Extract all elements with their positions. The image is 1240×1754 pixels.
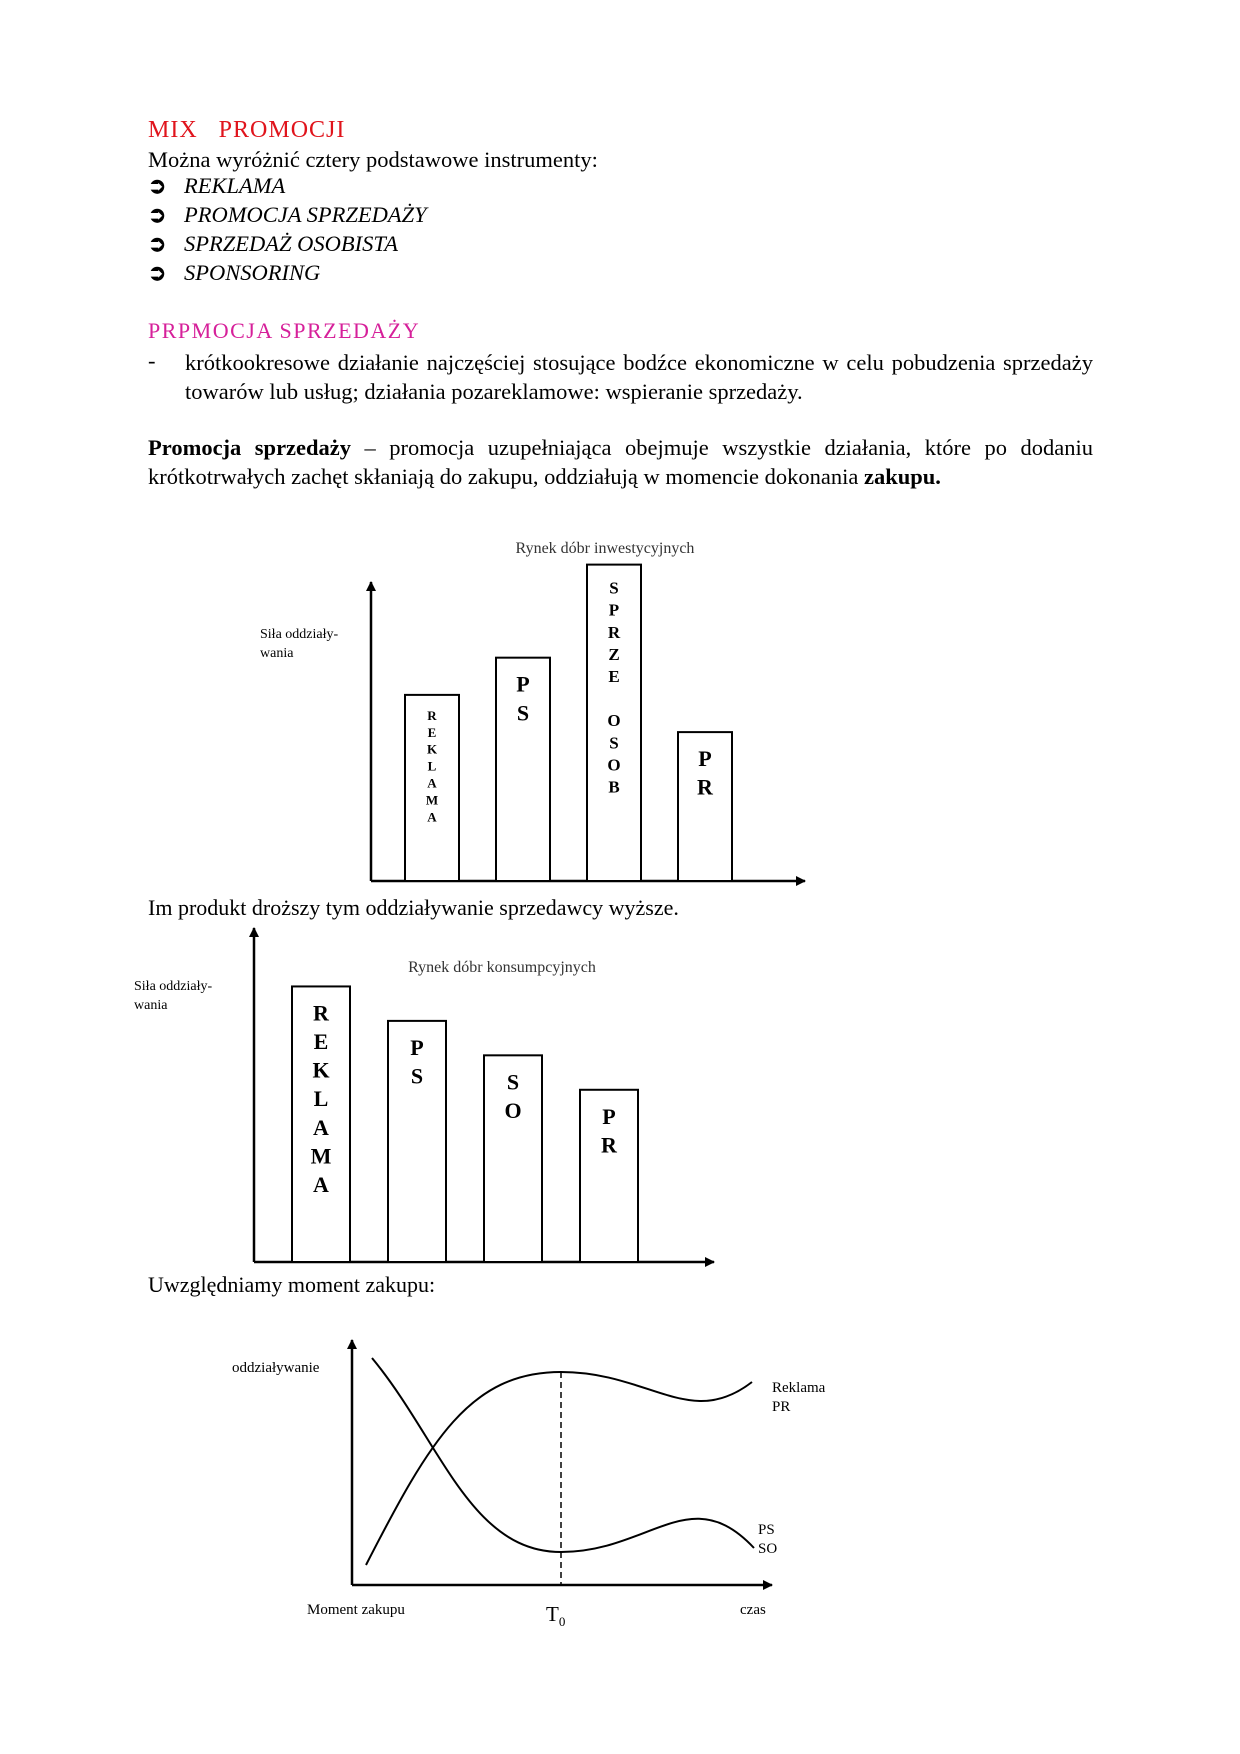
bar-label: P R (697, 746, 713, 800)
arrow-bullet-icon: ➲ (148, 231, 167, 256)
dash-bullet: - (148, 348, 156, 373)
series-label: Reklama PR (772, 1380, 826, 1415)
bar-label: P R (601, 1103, 617, 1158)
y-axis-label: oddziaływanie (232, 1360, 320, 1376)
y-axis-label: Siła oddziały-wania (260, 627, 339, 661)
bar-label: R E K L A M A (310, 1000, 332, 1198)
section-heading: PRPMOCJA SPRZEDAŻY (148, 318, 421, 343)
definition-term: Promocja sprzedaży (148, 435, 352, 460)
bar-label: P S (516, 671, 530, 726)
chart-investment (371, 540, 805, 881)
t0-label: $T_0$ (546, 1602, 566, 1629)
dash-paragraph: krótkookresowe działanie najczęściej stosujące bodźce ekonomiczne w celu pobudzenia sprzedaży towarów lub usług; działania pozareklamowe: wspieranie sprzedaży. (185, 350, 1093, 404)
definition-end: zakupu. (864, 464, 941, 489)
chart-title: Rynek dóbr inwestycyjnych (515, 540, 695, 557)
caption: Im produkt droższy tym oddziaływanie sprzedawcy wyższe. (148, 895, 679, 920)
caption: Uwzględniamy moment zakupu: (148, 1272, 436, 1297)
intro-text: Można wyróżnić cztery podstawowe instrumenty: (148, 147, 598, 172)
definition-body: – promocja uzupełniająca obejmuje wszystkie działania, które po dodaniu krótkotrwałych zachęt skłaniają do zakupu, oddziałują w momencie dokonania (148, 435, 1094, 489)
chart-purchase-moment (232, 1340, 826, 1629)
bar-label: S O (504, 1069, 522, 1123)
bar-label: P S (410, 1034, 424, 1089)
bar-label: R E K L A M A (425, 707, 439, 825)
arrow-bullet-icon: ➲ (148, 202, 167, 227)
bar-label: S P R Z E O S O B (607, 578, 621, 797)
list-item: ➲ SPONSORING (148, 260, 321, 285)
x-axis-label-right: czas (740, 1602, 766, 1618)
list-item: ➲ PROMOCJA SPRZEDAŻY (148, 202, 427, 227)
arrow-bullet-icon: ➲ (148, 173, 167, 198)
list-item: ➲ REKLAMA (148, 173, 286, 198)
series-line-ps-so (366, 1372, 752, 1565)
series-line-reklama-pr (372, 1358, 754, 1552)
chart-consumer (254, 928, 714, 1262)
x-axis-label-left: Moment zakupu (307, 1602, 405, 1618)
series-label: PS SO (758, 1522, 778, 1557)
chart-title: Rynek dóbr konsumpcyjnych (408, 959, 596, 976)
arrow-bullet-icon: ➲ (148, 260, 167, 285)
y-axis-label: Siła oddziały-wania (134, 979, 213, 1013)
list-item: ➲ SPRZEDAŻ OSOBISTA (148, 231, 398, 256)
section-title: MIX PROMOCJI (148, 117, 346, 143)
